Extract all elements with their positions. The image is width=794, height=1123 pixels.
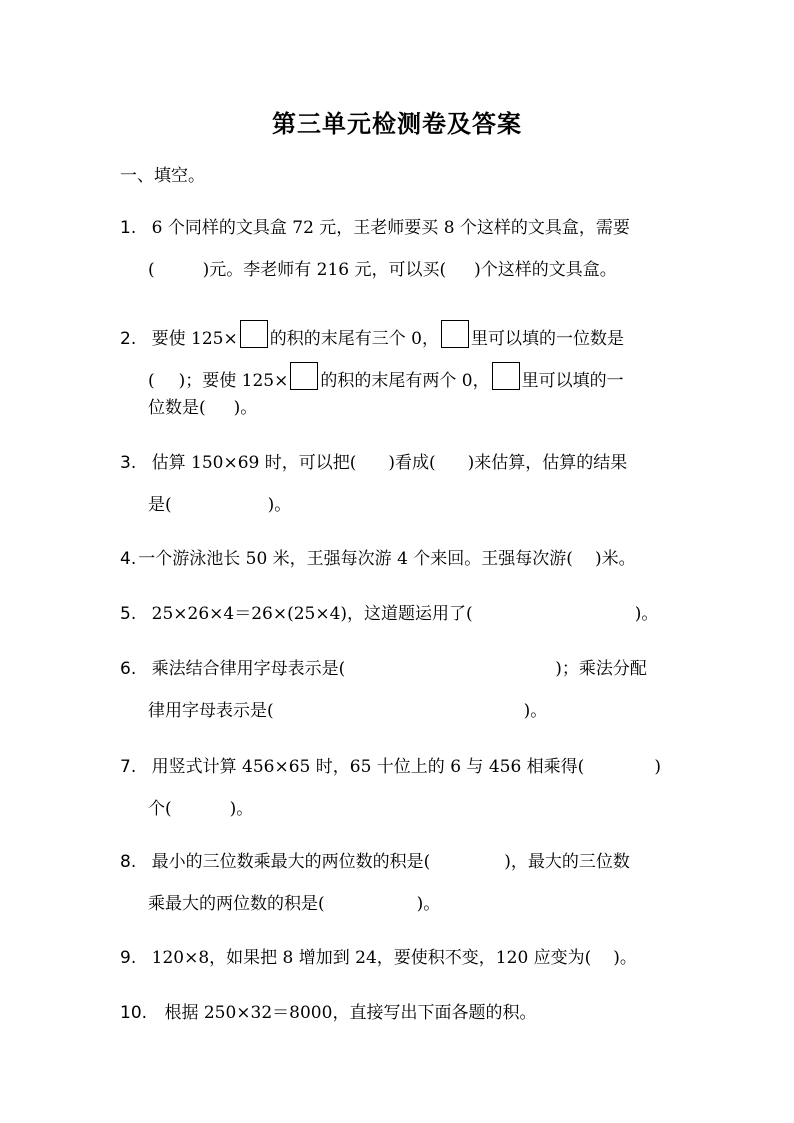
question-text: 位数是( (148, 398, 206, 418)
question-3-line-1 (120, 451, 627, 475)
question-text: )个这样的文具盒。 (474, 260, 617, 280)
question-text: )。 (523, 701, 548, 721)
answer-box[interactable] (240, 320, 268, 348)
question-text: )看成( (388, 453, 436, 473)
question-text: ( (148, 260, 155, 280)
question-2-line-2 (148, 362, 624, 393)
question-text: 25×26×4＝26×(25×4)，这道题运用了( (151, 604, 473, 624)
question-4-line-1 (120, 547, 636, 571)
question-text: 乘最大的两位数的积是( (148, 894, 325, 914)
question-text: )米。 (594, 549, 636, 569)
question-number: 5. (120, 604, 137, 624)
question-text: )来估算，估算的结果 (467, 453, 628, 473)
question-text: 的积的末尾有三个 0， (269, 329, 439, 349)
question-text: 里可以填的一位数是 (470, 329, 624, 349)
question-1-line-2 (148, 258, 617, 282)
question-number: 10. (120, 1003, 148, 1023)
question-number: 9. (120, 948, 137, 968)
question-text: )元。李老师有 216 元，可以买( (202, 260, 447, 280)
question-1-line-1 (120, 216, 630, 240)
answer-box[interactable] (492, 362, 520, 390)
question-3-line-2 (148, 493, 291, 517)
question-number: 8. (120, 852, 137, 872)
question-text: 最小的三位数乘最大的两位数的积是( (151, 852, 431, 872)
question-number: 7. (120, 757, 137, 777)
question-text: 6 个同样的文具盒 72 元，王老师要买 8 个这样的文具盒，需要 (151, 218, 630, 238)
question-text: )；乘法分配 (555, 659, 647, 679)
question-text: 的积的末尾有两个 0， (320, 371, 490, 391)
question-7-line-1 (120, 755, 661, 779)
question-text: )。 (233, 398, 258, 418)
question-text: )。 (634, 604, 659, 624)
section-heading: 一、填空。 (120, 166, 205, 186)
question-number: 6. (120, 659, 137, 679)
question-text: 要使 125× (151, 329, 238, 349)
question-5-line-1 (120, 602, 658, 626)
question-number: 2. (120, 329, 137, 349)
question-text: )，最大的三位数 (504, 852, 630, 872)
question-text: 120×8，如果把 8 增加到 24，要使积不变，120 应变为( (151, 948, 592, 968)
question-text: ) (654, 757, 661, 777)
question-text: )；要使 125× (178, 371, 289, 391)
question-2-line-3 (148, 396, 257, 420)
question-text: )。 (613, 948, 637, 968)
question-text: 估算 150×69 时，可以把( (151, 453, 357, 473)
question-number: 4. (120, 549, 137, 569)
page-title: 第三单元检测卷及答案 (272, 110, 522, 138)
question-8-line-1 (120, 850, 630, 874)
question-6-line-2 (148, 699, 547, 723)
question-text: )。 (416, 894, 441, 914)
question-9-line-1 (120, 946, 637, 970)
question-text: 是( (148, 495, 172, 515)
answer-box[interactable] (441, 320, 469, 348)
question-text: 律用字母表示是( (148, 701, 274, 721)
question-8-line-2 (148, 892, 440, 916)
question-number: 3. (120, 453, 137, 473)
question-2-line-1 (120, 320, 624, 351)
question-7-line-2 (148, 797, 253, 821)
question-text: 里可以填的一 (521, 371, 624, 391)
question-text: 个( (148, 799, 172, 819)
question-text: 根据 250×32＝8000，直接写出下面各题的积。 (164, 1003, 537, 1023)
question-6-line-1 (120, 657, 647, 681)
question-text: ( (148, 371, 155, 391)
question-text: 用竖式计算 456×65 时，65 十位上的 6 与 456 相乘得( (151, 757, 585, 777)
question-10-line-1 (120, 1001, 536, 1025)
question-text: 乘法结合律用字母表示是( (151, 659, 346, 679)
question-number: 1. (120, 218, 137, 238)
answer-box[interactable] (290, 362, 318, 390)
question-text: 一个游泳池长 50 米，王强每次游 4 个来回。王强每次游( (138, 549, 573, 569)
question-text: )。 (229, 799, 254, 819)
question-text: )。 (267, 495, 292, 515)
